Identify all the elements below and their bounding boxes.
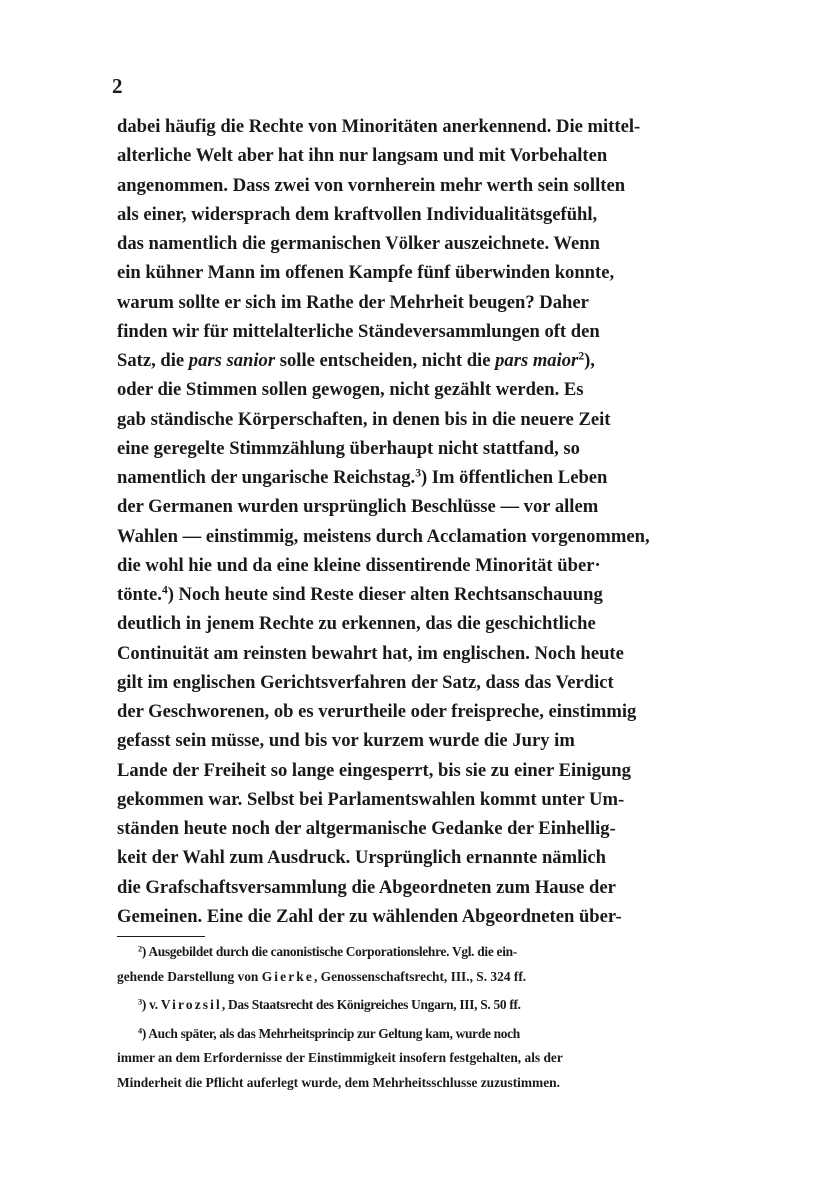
text-run: Satz, die — [117, 350, 189, 371]
body-line — [117, 726, 685, 755]
footnote-marker: 3 — [415, 467, 421, 480]
body-line — [117, 873, 685, 902]
footnote-marker: 3 — [138, 997, 142, 1007]
text-run: ) Ausgebildet durch die canonistische Corporationslehre. Vgl. die ein- — [141, 944, 517, 959]
text-run: Virozsil — [160, 997, 222, 1012]
body-line — [117, 112, 685, 141]
text-run: alterliche Welt aber hat ihn nur langsam und mit Vorbehalten — [117, 145, 608, 167]
body-line — [117, 375, 685, 404]
body-line — [117, 200, 685, 229]
text-run: der Germanen wurden ursprünglich Beschlüsse — vor allem — [117, 496, 599, 518]
body-line — [117, 843, 685, 872]
body-line — [117, 668, 685, 697]
text-run: , Genossenschaftsrecht, III., S. 324 ff. — [313, 968, 527, 984]
body-line — [117, 258, 685, 287]
body-line — [117, 609, 685, 638]
body-line — [117, 756, 685, 785]
body-line — [117, 346, 685, 375]
text-run: ), — [584, 350, 595, 371]
footnote-line — [117, 940, 685, 965]
text-run: eine geregelte Stimmzählung überhaupt nicht stattfand, so — [117, 437, 580, 459]
text-run: Wahlen — einstimmig, meistens durch Acclamation vorgenommen, — [117, 525, 650, 547]
text-run: Lande der Freiheit so lange eingesperrt, bis sie zu einer Einigung — [117, 759, 631, 781]
body-line — [117, 492, 685, 521]
text-run: namentlich der ungarische Reichstag. — [117, 467, 416, 488]
text-run: das namentlich die germanischen Völker auszeichnete. Wenn — [117, 233, 600, 254]
text-run: dabei häufig die Rechte von Minoritäten anerkennend. Die mittel- — [117, 116, 641, 137]
body-line — [117, 288, 685, 317]
body-line — [117, 697, 685, 726]
text-run: die Grafschaftsversammlung die Abgeordneten zum Hause der — [117, 876, 616, 898]
footnote-marker: 4 — [161, 584, 168, 597]
text-run: pars sanior — [188, 350, 276, 371]
text-run: die wohl hie und da eine kleine dissentirende Minorität über· — [117, 554, 601, 576]
body-line — [117, 171, 685, 200]
text-run: tönte. — [117, 584, 162, 605]
footnote-line — [117, 1022, 685, 1047]
footnote-marker: 2 — [578, 350, 585, 363]
body-line — [117, 785, 685, 814]
body-line — [117, 814, 685, 843]
text-run: ) Noch heute sind Reste dieser alten Rechtsanschauung — [167, 584, 603, 605]
text-run: der Geschworenen, ob es verurtheile oder freispreche, einstimmig — [117, 701, 637, 722]
footnotes — [117, 940, 685, 1095]
footnote-marker: 2 — [138, 944, 142, 954]
text-run: gefasst sein müsse, und bis vor kurzem wurde die Jury im — [117, 730, 575, 752]
body-line — [117, 434, 685, 463]
text-run: ein kühner Mann im offenen Kampfe fünf überwinden konnte, — [117, 262, 615, 284]
body-line — [117, 902, 685, 931]
body-line — [117, 141, 685, 170]
text-run: solle entscheiden, nicht die — [275, 350, 496, 371]
body-line — [117, 405, 685, 434]
footnote-line — [117, 1046, 685, 1071]
text-run: gilt im englischen Gerichtsverfahren der Satz, dass das Verdict — [117, 671, 614, 693]
text-run: gehende Darstellung von — [117, 968, 262, 984]
body-line — [117, 580, 685, 609]
text-run: als einer, widersprach dem kraftvollen Individualitätsgefühl, — [117, 203, 598, 225]
text-run: finden wir für mittelalterliche Ständeversammlungen oft den — [117, 320, 600, 342]
text-run: immer an dem Erfordernisse der Einstimmigkeit insofern festgehalten, als der — [117, 1050, 563, 1065]
text-run: ) v. — [141, 997, 161, 1012]
page-number: 2 — [112, 74, 123, 98]
text-run: warum sollte er sich im Rathe der Mehrheit beugen? Daher — [117, 291, 589, 313]
footnote-marker: 4 — [138, 1025, 142, 1035]
text-run: ) Im öffentlichen Leben — [420, 467, 608, 488]
text-run: ständen heute noch der altgermanische Gedanke der Einhellig- — [117, 818, 616, 839]
text-run: gab ständische Körperschaften, in denen bis in die neuere Zeit — [117, 408, 611, 430]
footnote-line — [117, 1071, 685, 1096]
body-text — [117, 112, 685, 931]
text-run: oder die Stimmen sollen gewogen, nicht gezählt werden. Es — [117, 379, 584, 401]
footnote-line — [117, 993, 685, 1018]
text-run: gekommen war. Selbst bei Parlamentswahlen kommt unter Um- — [117, 788, 625, 810]
text-run: angenommen. Dass zwei von vornherein mehr werth sein sollten — [117, 174, 626, 196]
text-run: Gemeinen. Eine die Zahl der zu wählenden Abgeordneten über- — [117, 905, 622, 927]
text-run: Continuität am reinsten bewahrt hat, im englischen. Noch heute — [117, 642, 624, 664]
body-line — [117, 551, 685, 580]
text-run: Gierke — [261, 968, 314, 984]
body-line — [117, 522, 685, 551]
body-line — [117, 229, 685, 258]
text-run: ) Auch später, als das Mehrheitsprincip zur Geltung kam, wurde noch — [141, 1025, 520, 1041]
body-line — [117, 317, 685, 346]
footnote-divider — [117, 936, 205, 937]
text-run: deutlich in jenem Rechte zu erkennen, das die geschichtliche — [117, 613, 596, 635]
body-line — [117, 639, 685, 668]
footnote-line — [117, 965, 685, 990]
text-run: pars maior — [495, 350, 579, 371]
text-run: keit der Wahl zum Ausdruck. Ursprünglich ernannte nämlich — [117, 847, 607, 869]
text-run: Minderheit die Pflicht auferlegt wurde, dem Mehrheitsschlusse zuzustimmen. — [117, 1074, 560, 1090]
body-line — [117, 463, 685, 492]
text-run: , Das Staatsrecht des Königreiches Ungarn, III, S. 50 ff. — [221, 997, 521, 1012]
